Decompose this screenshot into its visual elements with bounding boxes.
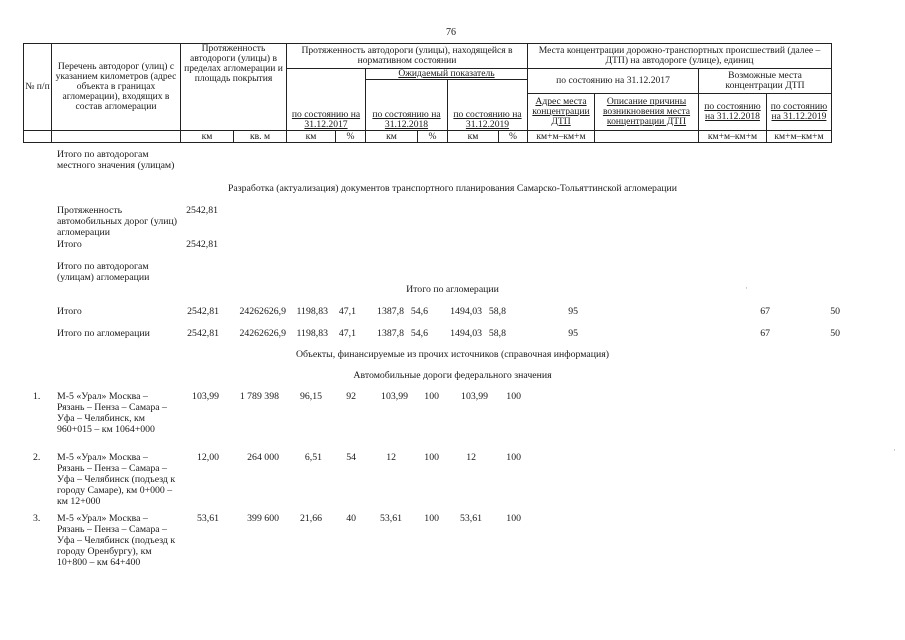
item-km: 53,61 [196, 513, 219, 524]
item-name: М-5 «Урал» Москва – Рязань – Пенза – Самара – Уфа – Челябинск (подъезд к городу Самаре), км 0+000 – км 12+000 [57, 452, 176, 507]
header-num: № п/п [24, 44, 52, 131]
item-num: 3. [33, 513, 41, 524]
total-agg-dtp2019: 50 [830, 328, 840, 339]
item-n2017: 96,15 [299, 391, 322, 402]
total-agg-n2017: 1198,83 [296, 328, 328, 339]
header-roads-list: Перечень автодорог (улиц) с указанием километров (адрес объекта в границах агломерации), входящих в состав агломерации [52, 44, 181, 131]
item-n2019: 53,61 [459, 513, 482, 524]
item-p2017: 54 [346, 452, 356, 463]
item-n2017: 21,66 [299, 513, 322, 524]
item-n2017: 6,51 [304, 452, 322, 463]
total-agg-sqm: 24262626,9 [239, 328, 286, 339]
unit-km: км [448, 131, 499, 143]
header-dtp: Места концентрации дорожно-транспортных происшествий (далее – ДТП) на автодороге (улице), единиц [528, 44, 832, 69]
page-number: 76 [446, 27, 456, 38]
header-as-of-2018: по состоянию на 31.12.2018 [366, 80, 448, 131]
scan-mark: · [893, 445, 896, 455]
item-p2017: 40 [346, 513, 356, 524]
header-dtp-2018: по состоянию на 31.12.2018 [699, 94, 767, 131]
item-p2018: 100 [424, 391, 439, 402]
total-dtp2019: 50 [830, 306, 840, 317]
unit-pct: % [418, 131, 448, 143]
federal-roads-title: Автомобильные дороги федерального значения [353, 370, 552, 381]
total-agg-n2018: 1387,8 [377, 328, 404, 339]
item-name: М-5 «Урал» Москва – Рязань – Пенза – Самара – Уфа – Челябинск (подъезд к городу Оренбургу), км 10+800 – км 64+400 [57, 513, 176, 568]
item-n2019: 12 [466, 452, 476, 463]
header-as-of-2019: по состоянию на 31.12.2019 [448, 80, 528, 131]
total-n2019: 1494,03 [450, 306, 482, 317]
header-description: Описание причины возникновения места концентрации ДТП [595, 94, 699, 131]
total-agg-p2019: 58,8 [488, 328, 506, 339]
total-p2018: 54,6 [410, 306, 428, 317]
total-n2017: 1198,83 [296, 306, 328, 317]
total-p2017: 47,1 [338, 306, 356, 317]
unit-pct: % [499, 131, 528, 143]
header-expected: Ожидаемый показатель [366, 69, 528, 80]
item-p2018: 100 [424, 513, 439, 524]
item-num: 1. [33, 391, 41, 402]
total-p2019: 58,8 [488, 306, 506, 317]
total-agg-label: Итого по агломерации [57, 328, 150, 339]
total-agg-n2019: 1494,03 [450, 328, 482, 339]
item-p2019: 100 [506, 391, 521, 402]
total-agg-p2018: 54,6 [410, 328, 428, 339]
total-row-label: Итого [57, 306, 82, 317]
item-n2019: 103,99 [461, 391, 488, 402]
unit-pct: % [336, 131, 366, 143]
item-p2019: 100 [506, 452, 521, 463]
header-length: Протяженность автодороги (улицы) в пределах агломерации и площадь покрытия [181, 44, 287, 131]
roads-total-label: Итого по автодорогам (улицам) агломерации [57, 261, 150, 283]
item-name: М-5 «Урал» Москва – Рязань – Пенза – Самара – Уфа – Челябинск, км 960+015 – км 1064+000 [57, 391, 167, 435]
item-p2019: 100 [506, 513, 521, 524]
total-agg-p2017: 47,1 [338, 328, 356, 339]
total-agg-km: 2542,81 [187, 328, 219, 339]
item-sqm: 264 000 [247, 452, 279, 463]
total-dtp2017: 95 [568, 306, 578, 317]
header-possible-dtp: Возможные места концентрации ДТП [699, 69, 832, 94]
header-normative: Протяженность автодороги (улицы), находящейся в нормативном состоянии [287, 44, 528, 69]
table-header [23, 43, 832, 143]
unit-sqm: кв. м [234, 131, 287, 143]
itogo-value: 2542,81 [186, 239, 218, 250]
total-km: 2542,81 [187, 306, 219, 317]
unit-km: км [366, 131, 418, 143]
scan-mark: · [745, 283, 748, 293]
item-n2018: 53,61 [379, 513, 402, 524]
total-agg-dtp2018: 67 [760, 328, 770, 339]
header-dtp-2019: по состоянию на 31.12.2019 [767, 94, 832, 131]
unit-kmm: км+м–км+м [699, 131, 767, 143]
unit-km: км [287, 131, 336, 143]
item-sqm: 399 600 [247, 513, 279, 524]
item-km: 103,99 [192, 391, 219, 402]
section-planning-title: Разработка (актуализация) документов транспортного планирования Самарско-Тольяттинской агломерации [227, 183, 678, 194]
item-n2018: 12 [386, 452, 396, 463]
unit-kmm: км+м–км+м [528, 131, 595, 143]
agglomeration-total-title: Итого по агломерации [406, 284, 499, 295]
length-value: 2542,81 [186, 205, 218, 216]
unit-km: км [181, 131, 234, 143]
other-sources-title: Объекты, финансируемые из прочих источников (справочная информация) [295, 349, 609, 360]
length-label: Протяженность автомобильных дорог (улиц) агломерации [57, 205, 177, 238]
itogo-label: Итого [57, 239, 82, 250]
total-agg-dtp2017: 95 [568, 328, 578, 339]
item-num: 2. [33, 452, 41, 463]
total-n2018: 1387,8 [377, 306, 404, 317]
header-as-of-2017: по состоянию на 31.12.2017 [287, 69, 366, 131]
header-as-of-2017-full: по состоянию на 31.12.2017 [528, 69, 699, 94]
item-p2017: 92 [346, 391, 356, 402]
item-km: 12,00 [196, 452, 219, 463]
item-sqm: 1 789 398 [239, 391, 279, 402]
local-total-label: Итого по автодорогам местного значения (улицам) [57, 149, 175, 171]
unit-kmm: км+м–км+м [767, 131, 832, 143]
total-dtp2018: 67 [760, 306, 770, 317]
item-n2018: 103,99 [381, 391, 408, 402]
total-sqm: 24262626,9 [239, 306, 286, 317]
item-p2018: 100 [424, 452, 439, 463]
header-address: Адрес места концентрации ДТП [528, 94, 595, 131]
